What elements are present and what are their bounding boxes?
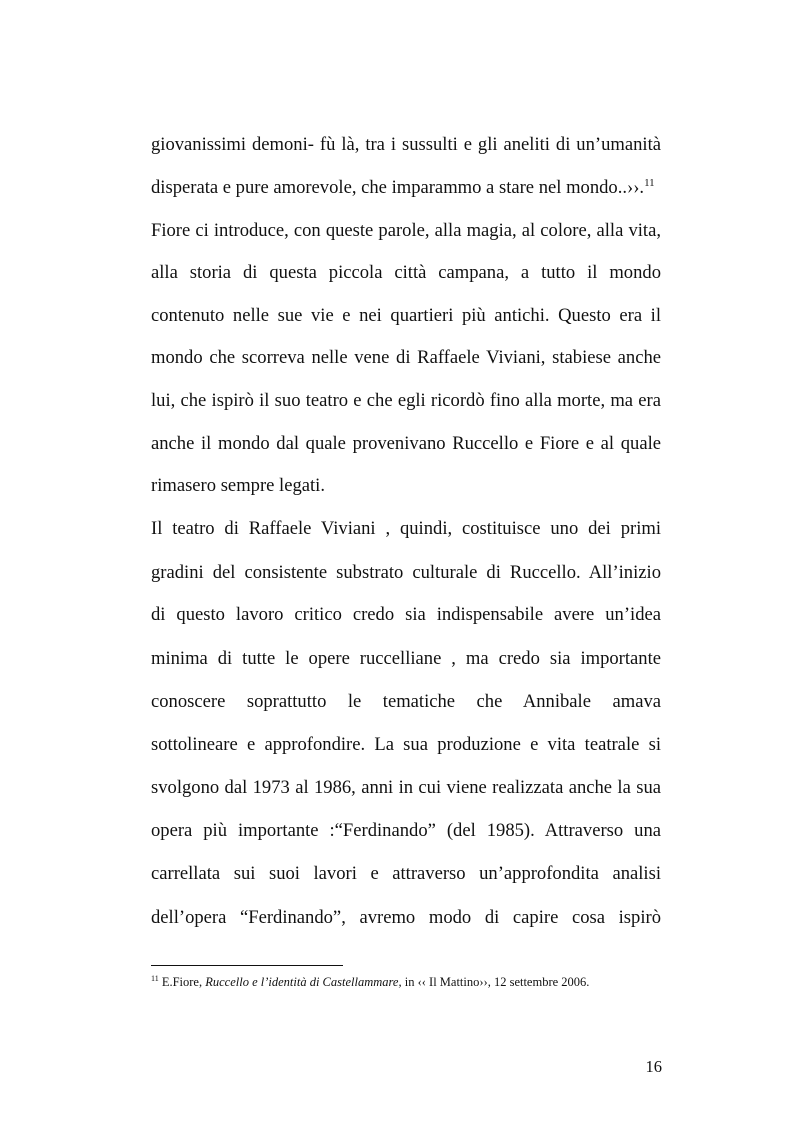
body-line-8: anche il mondo dal quale provenivano Ruccello e Fiore e al quale: [151, 433, 661, 454]
footnote-number: 11: [151, 974, 159, 983]
body-line-16: svolgono dal 1973 al 1986, anni in cui viene realizzata anche la sua: [151, 777, 661, 798]
page-number: 16: [645, 1057, 662, 1076]
footnote-author: E.Fiore,: [158, 975, 206, 989]
body-line-3: Fiore ci introduce, con queste parole, alla magia, al colore, alla vita,: [151, 220, 661, 241]
body-line-10: Il teatro di Raffaele Viviani , quindi, costituisce uno dei primi: [151, 518, 661, 539]
footnote: [151, 974, 671, 990]
body-line-13: minima di tutte le opere ruccelliane , ma credo sia importante: [151, 648, 661, 669]
footnote-source: in ‹‹ Il Mattino››, 12 settembre 2006.: [401, 975, 590, 989]
footnote-separator: [151, 965, 343, 966]
body-line-6: mondo che scorreva nelle vene di Raffaele Viviani, stabiese anche: [151, 347, 661, 368]
body-line-15: sottolineare e approfondire. La sua produzione e vita teatrale si: [151, 734, 661, 755]
footnote-title: Ruccello e l’identità di Castellammare,: [205, 975, 402, 989]
body-line-14: conoscere soprattutto le tematiche che Annibale amava: [151, 691, 661, 712]
body-line-5: contenuto nelle sue vie e nei quartieri più antichi. Questo era il: [151, 305, 661, 326]
body-line-11: gradini del consistente substrato culturale di Ruccello. All’inizio: [151, 562, 661, 583]
body-line-12: di questo lavoro critico credo sia indispensabile avere un’idea: [151, 604, 661, 625]
body-line-7: lui, che ispirò il suo teatro e che egli ricordò fino alla morte, ma era: [151, 390, 661, 411]
body-line-4: alla storia di questa piccola città campana, a tutto il mondo: [151, 262, 661, 283]
body-line-9: rimasero sempre legati.: [151, 475, 325, 496]
body-line-18: carrellata sui suoi lavori e attraverso un’approfondita analisi: [151, 863, 661, 884]
body-line-2: [151, 177, 661, 199]
body-line-17: opera più importante :“Ferdinando” (del 1985). Attraverso una: [151, 820, 661, 841]
body-line-1: giovanissimi demoni- fù là, tra i sussulti e gli aneliti di un’umanità: [151, 134, 661, 155]
body-line-2-text: disperata e pure amorevole, che imparammo a stare nel mondo..››.: [151, 177, 645, 198]
body-line-19: dell’opera “Ferdinando”, avremo modo di capire cosa ispirò: [151, 907, 661, 928]
footnote-reference: 11: [644, 177, 655, 189]
